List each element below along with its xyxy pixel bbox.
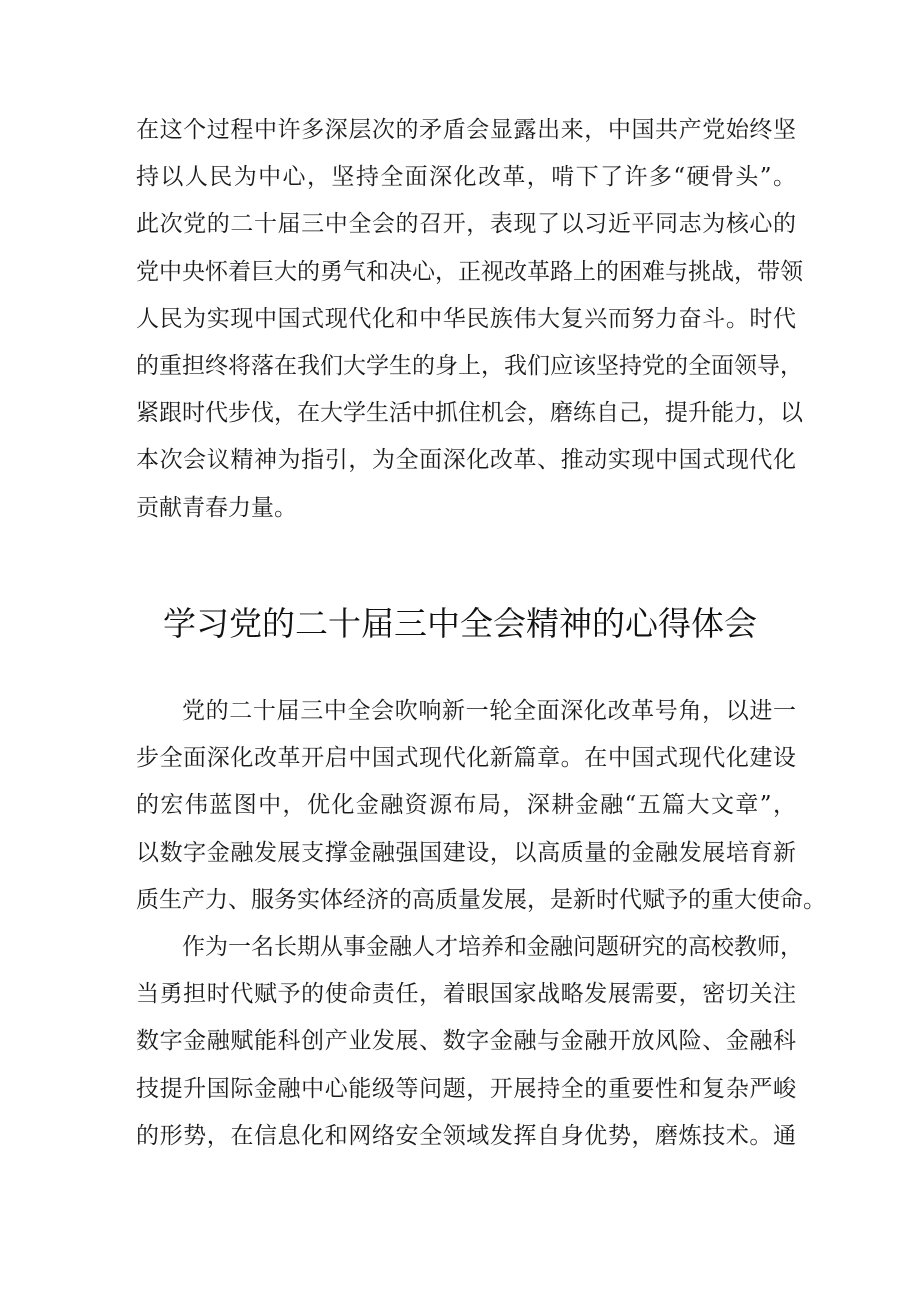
paragraph bbox=[136, 924, 803, 1160]
text-line: 的重担终将落在我们大学生的身上，我们应该坚持党的全面领导， bbox=[136, 352, 803, 379]
text-line: 党的二十届三中全会吹响新一轮全面深化改革号角，以进一 bbox=[182, 698, 796, 724]
article-body bbox=[136, 688, 826, 1160]
text-line: 人民为实现中国式现代化和中华民族伟大复兴而努力奋斗。时代 bbox=[136, 305, 796, 332]
text-line: 的宏伟蓝图中，优化金融资源布局，深耕金融“五篇大文章”， bbox=[136, 792, 796, 819]
text-line: 的形势，在信息化和网络安全领域发挥自身优势，磨炼技术。通 bbox=[136, 1122, 796, 1149]
text-line: 党中央怀着巨大的勇气和决心，正视改革路上的困难与挑战，带领 bbox=[136, 258, 803, 285]
text-line: 贡献青春力量。 bbox=[136, 494, 297, 521]
paragraph bbox=[136, 688, 826, 924]
text-line: 作为一名长期从事金融人才培养和金融问题研究的高校教师， bbox=[182, 933, 803, 960]
text-line: 数字金融赋能科创产业发展、数字金融与金融开放风险、金融科 bbox=[136, 1028, 796, 1055]
text-line: 质生产力、服务实体经济的高质量发展，是新时代赋予的重大使命。 bbox=[136, 886, 826, 913]
text-line: 持以人民为中心，坚持全面深化改革，啃下了许多“硬骨头”。 bbox=[136, 164, 796, 191]
text-line: 当勇担时代赋予的使命责任，着眼国家战略发展需要，密切关注 bbox=[136, 981, 796, 1008]
paragraph-continuation bbox=[136, 107, 803, 532]
text-line: 紧跟时代步伐，在大学生活中抓住机会，磨练自己，提升能力，以 bbox=[136, 400, 803, 427]
text-line: 在这个过程中许多深层次的矛盾会显露出来，中国共产党始终坚 bbox=[136, 117, 796, 143]
text-line: 技提升国际金融中心能级等问题，开展持全的重要性和复杂严峻 bbox=[136, 1075, 796, 1102]
text-line: 以数字金融发展支撑金融强国建设，以高质量的金融发展培育新 bbox=[136, 839, 796, 866]
article-heading: 学习党的二十届三中全会精神的心得体会 bbox=[163, 604, 757, 643]
text-line: 此次党的二十届三中全会的召开，表现了以习近平同志为核心的 bbox=[136, 211, 796, 238]
text-line: 本次会议精神为指引，为全面深化改革、推动实现中国式现代化 bbox=[136, 447, 796, 474]
text-line: 步全面深化改革开启中国式现代化新篇章。在中国式现代化建设 bbox=[136, 745, 796, 772]
